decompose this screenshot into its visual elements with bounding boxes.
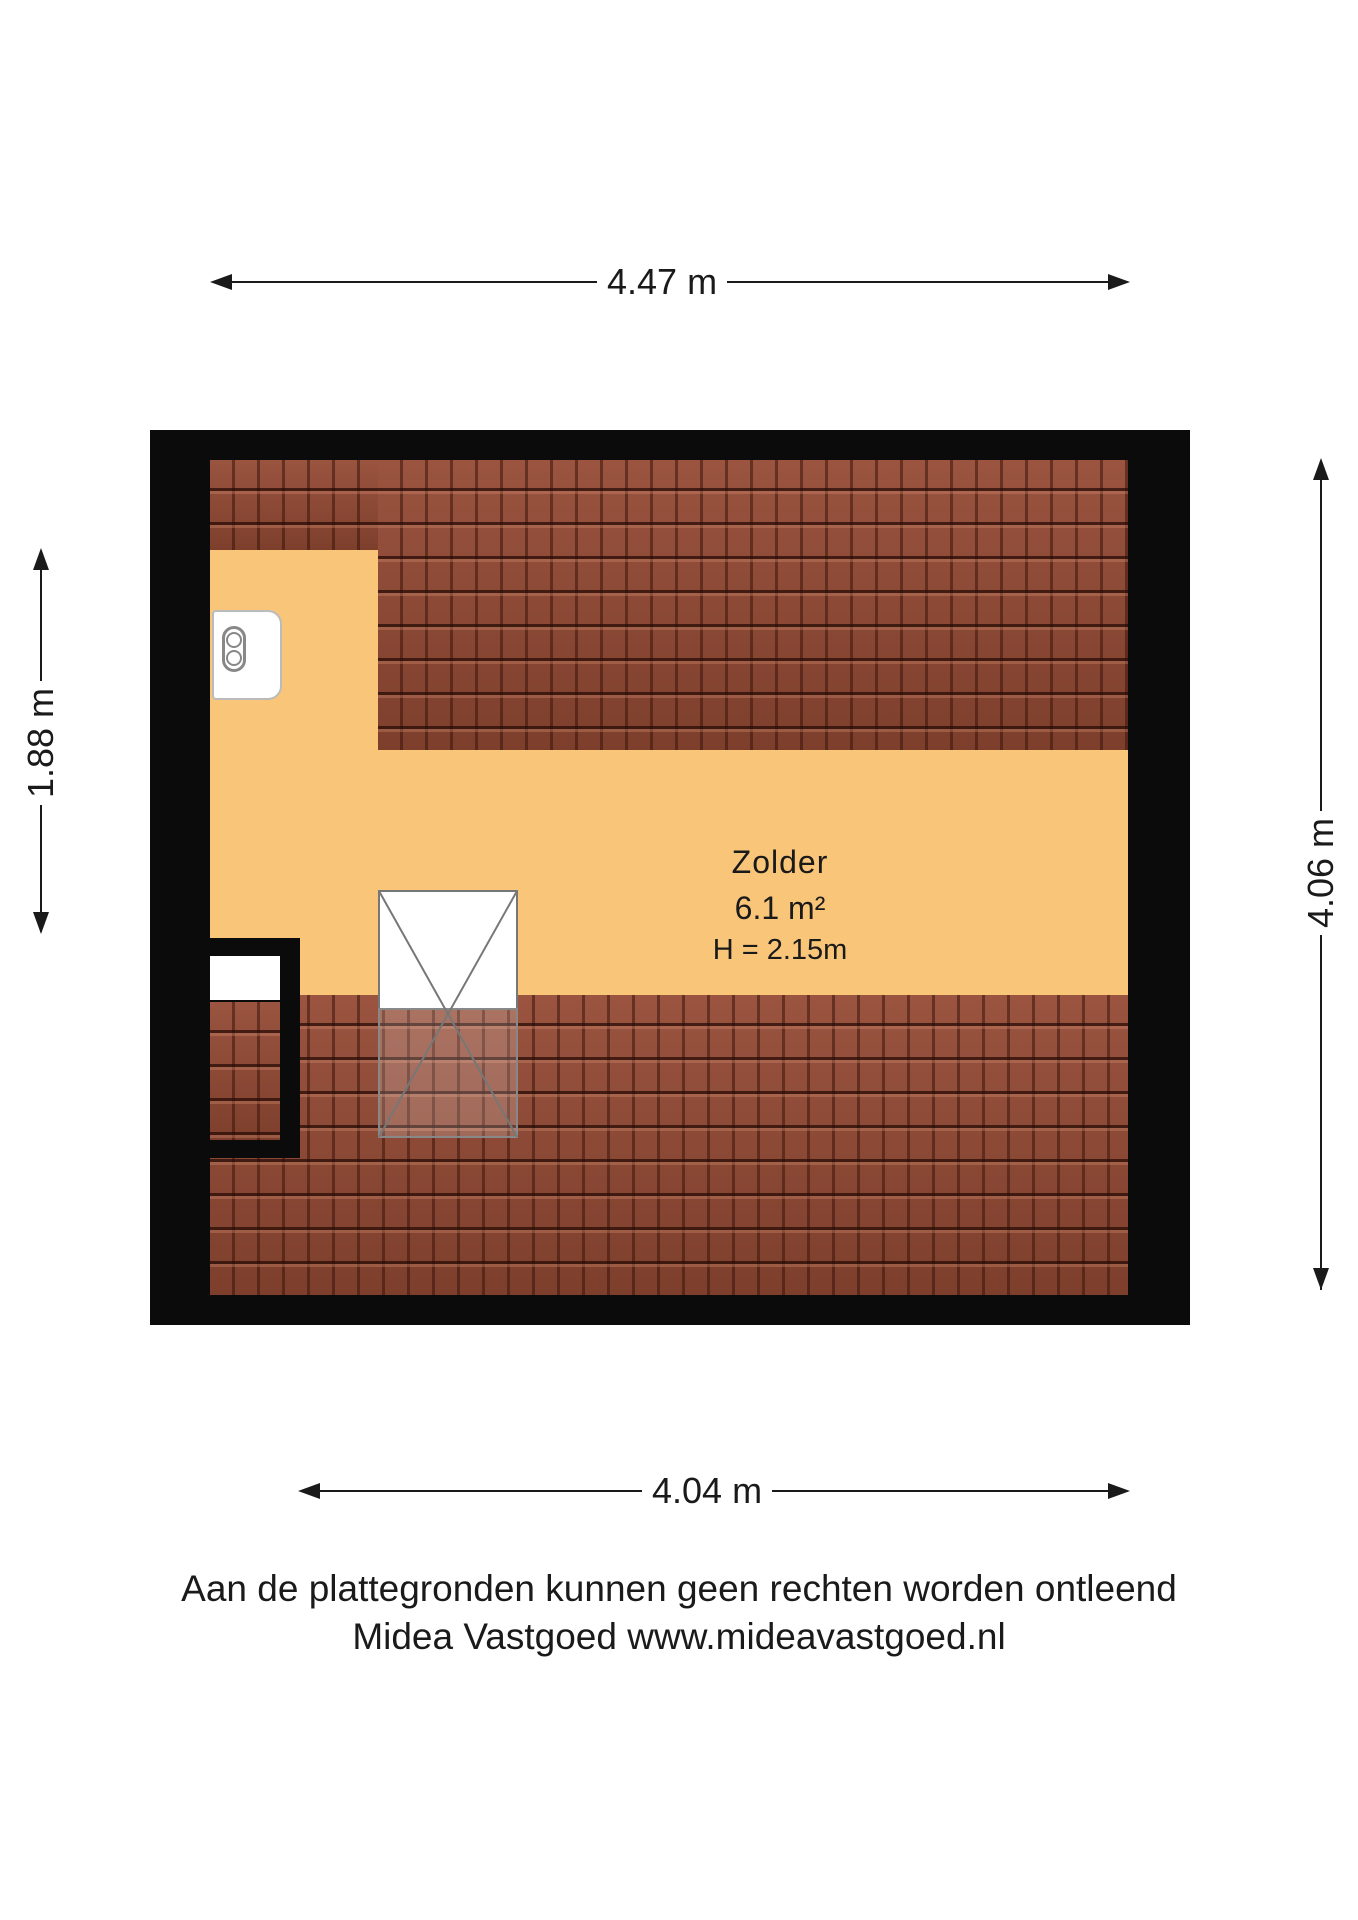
chimney-block xyxy=(210,938,300,1158)
dimension-right-label: 4.06 m xyxy=(1303,811,1339,935)
dimension-top-label: 4.47 m xyxy=(597,264,727,300)
floor-plan xyxy=(150,430,1190,1325)
dimension-left-label: 1.88 m xyxy=(23,681,59,805)
room-height: H = 2.15m xyxy=(712,934,848,966)
chimney-roof-tiles xyxy=(210,1002,280,1140)
roof-tiles-bottom xyxy=(210,995,1128,1295)
room-label xyxy=(630,842,930,968)
arrow-right-icon xyxy=(1108,1483,1130,1499)
room-area: 6.1 m² xyxy=(734,890,826,926)
room-name: Zolder xyxy=(731,844,829,880)
footer-company: Midea Vastgoed www.mideavastgoed.nl xyxy=(352,1616,1006,1658)
arrow-down-icon xyxy=(1313,1268,1329,1290)
boiler-icon xyxy=(212,610,282,700)
dimension-bottom-label: 4.04 m xyxy=(642,1473,772,1509)
footer xyxy=(0,1565,1358,1661)
roof-tiles-top xyxy=(378,460,1128,750)
arrow-down-icon xyxy=(33,912,49,934)
skylight-icon xyxy=(378,890,518,1138)
chimney-opening xyxy=(210,956,280,1000)
arrow-right-icon xyxy=(1108,274,1130,290)
footer-disclaimer: Aan de plattegronden kunnen geen rechten worden ontleend xyxy=(181,1568,1177,1609)
